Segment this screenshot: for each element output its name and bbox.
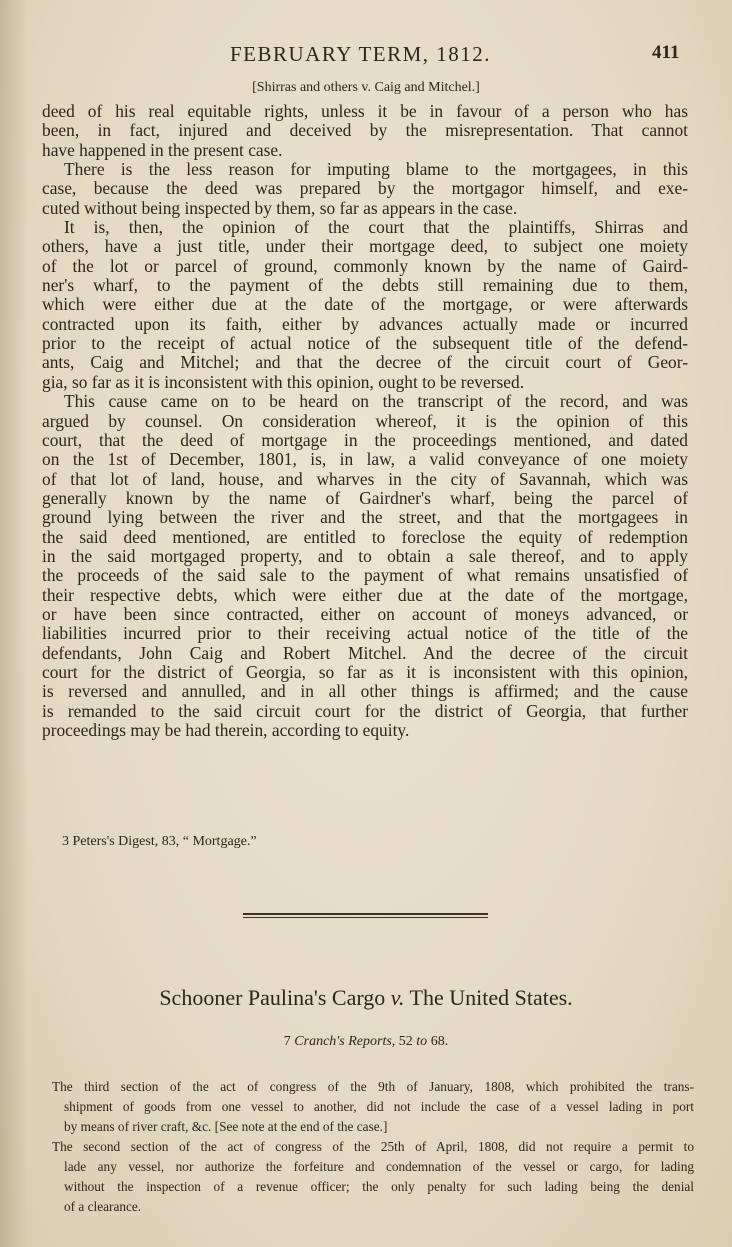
body-line: gia, so far as it is inconsistent with this opinion, ought to be reversed. xyxy=(42,371,525,392)
section-divider xyxy=(243,913,488,915)
body-line: cuted without being inspected by them, so far as appears in the case. xyxy=(42,197,518,218)
report-to: to xyxy=(416,1034,428,1049)
section-divider-thin xyxy=(243,917,488,918)
case-title-part1: Schooner Paulina's Cargo xyxy=(159,985,391,1010)
body-line: court for the district of Georgia, so far as it is inconsistent with this opinion, xyxy=(42,661,688,682)
case-caption: [Shirras and others v. Caig and Mitchel.] xyxy=(252,80,480,95)
body-line: their respective debts, which were either due at the date of the mortgage, xyxy=(42,584,688,605)
body-line: contracted upon its faith, either by advances actually made or incurred xyxy=(42,313,688,334)
body-line: case, because the deed was prepared by the mortgagor himself, and exe- xyxy=(42,178,688,199)
headnote-line: The third section of the act of congress of the 9th of January, 1808, which prohibited the trans- xyxy=(52,1079,694,1094)
running-head xyxy=(0,42,732,72)
body-line: the proceeds of the said sale to the payment of what remains unsatisfied of xyxy=(42,565,688,586)
body-line: deed of his real equitable rights, unless it be in favour of a person who has xyxy=(42,101,688,121)
body-line: ants, Caig and Mitchel; and that the decree of the circuit court of Geor- xyxy=(42,352,688,373)
headnote-line: without the inspection of a revenue officer; the only penalty for such lading being the denial xyxy=(64,1179,694,1194)
body-line: others, have a just title, under their mortgage deed, to subject one moiety xyxy=(42,236,688,257)
digest-citation: 3 Peters's Digest, 83, “ Mortgage.” xyxy=(62,834,257,849)
body-line: court, that the deed of mortgage in the proceedings mentioned, and dated xyxy=(42,429,688,450)
report-pages-end: 68. xyxy=(427,1034,449,1049)
body-line: argued by counsel. On consideration whereof, it is the opinion of this xyxy=(42,410,688,431)
body-line: defendants, John Caig and Robert Mitchel. And the decree of the circuit xyxy=(42,642,688,663)
body-line: on the 1st of December, 1801, is, in law, a valid conveyance of one moiety xyxy=(42,449,688,470)
report-number: 7 xyxy=(283,1034,295,1049)
body-line: of that lot of land, house, and wharves in the city of Savannah, which was xyxy=(42,468,688,489)
headnote-line: The second section of the act of congress of the 25th of April, 1808, did not require a permit to xyxy=(52,1139,694,1154)
body-line: of the lot or parcel of ground, commonly known by the name of Gaird- xyxy=(42,255,688,276)
body-line: prior to the receipt of actual notice of the subsequent title of the defend- xyxy=(42,333,688,354)
body-line: This cause came on to be heard on the transcript of the record, and was xyxy=(64,391,688,412)
body-line: ground lying between the river and the street, and that the mortgagees in xyxy=(42,507,688,528)
case-title-part2: The United States. xyxy=(404,985,573,1010)
case-title xyxy=(0,985,732,1011)
case-title-versus: v. xyxy=(390,985,405,1010)
binding-shadow xyxy=(0,0,28,1247)
body-line: is remanded to the said circuit court for the district of Georgia, that further xyxy=(42,700,688,721)
body-line: It is, then, the opinion of the court that the plaintiffs, Shirras and xyxy=(64,217,688,238)
headnote-line: shipment of goods from one vessel to another, did not include the case of a vessel lading in port xyxy=(64,1099,694,1114)
body-line: liabilities incurred prior to their receiving actual notice of the title of the xyxy=(42,623,688,644)
opinion-text xyxy=(42,102,688,740)
body-line: or have been since contracted, either on account of moneys advanced, or xyxy=(42,603,688,624)
running-head-title: FEBRUARY TERM, 1812. xyxy=(230,42,492,66)
body-line: proceedings may be had therein, according to equity. xyxy=(42,720,410,740)
page-number: 411 xyxy=(652,42,680,63)
headnote-line: lade any vessel, nor authorize the forfeiture and condemnation of the vessel or cargo, for lading xyxy=(64,1159,694,1174)
body-line: generally known by the name of Gairdner's wharf, being the parcel of xyxy=(42,487,688,508)
report-name: Cranch's Reports, xyxy=(294,1034,396,1049)
headnote-line: by means of river craft, &c. [See note at the end of the case.] xyxy=(64,1119,388,1134)
headnote xyxy=(52,1077,694,1217)
report-citation xyxy=(0,1034,732,1050)
body-line: in the said mortgaged property, and to obtain a sale thereof, and to apply xyxy=(42,545,688,566)
headnote-line: of a clearance. xyxy=(64,1199,142,1214)
body-line: is reversed and annulled, and in all other things is affirmed; and the cause xyxy=(42,681,688,702)
body-line: have happened in the present case. xyxy=(42,139,283,160)
body-line: There is the less reason for imputing blame to the mortgagees, in this xyxy=(64,159,688,180)
body-line: the said deed mentioned, are entitled to foreclose the equity of redemption xyxy=(42,526,688,547)
body-line: which were either due at the date of the mortgage, or were afterwards xyxy=(42,294,688,315)
body-line: been, in fact, injured and deceived by the misrepresentation. That cannot xyxy=(42,120,688,141)
body-line: ner's wharf, to the payment of the debts still remaining due to them, xyxy=(42,275,688,296)
report-pages-start: 52 xyxy=(395,1034,417,1049)
